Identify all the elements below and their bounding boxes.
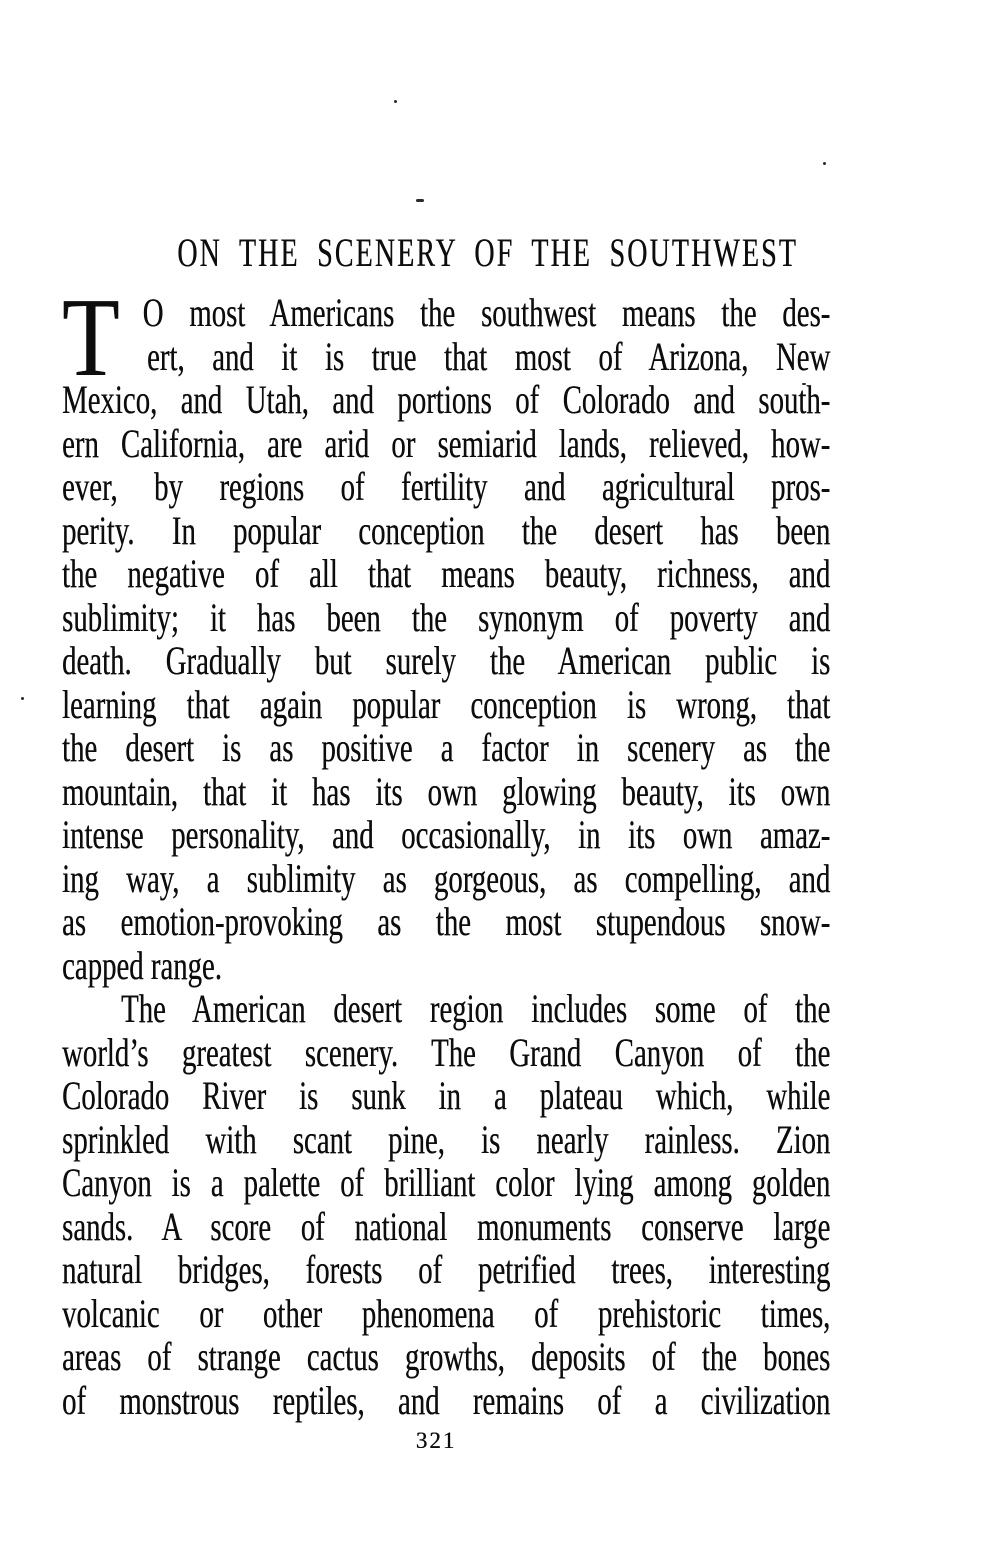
- chapter-title: ON THE SCENERY OF THE SOUTHWEST: [177, 230, 798, 275]
- paragraph-1-lines: [62, 276, 831, 988]
- text-line: Canyon is a palette of brilliant color lying among golden: [62, 1160, 831, 1205]
- text-line: death. Gradually but surely the American public is: [62, 638, 831, 683]
- text-line: the desert is as positive a factor in scenery as the: [62, 725, 831, 770]
- text-line: volcanic or other phenomena of prehistoric times,: [62, 1290, 831, 1336]
- text-line: ing way, a sublimity as gorgeous, as compelling, and: [62, 855, 831, 901]
- text-line: learning that again popular conception is wrong, that: [62, 681, 831, 727]
- scan-speck: [416, 199, 424, 202]
- text-line: The American desert region includes some of the: [121, 986, 831, 1031]
- paragraph-2: [62, 987, 830, 1422]
- scan-speck: [823, 162, 826, 165]
- scan-speck: [21, 697, 24, 700]
- text-line: O most Americans the southwest means the des-: [142, 290, 831, 335]
- text-line: natural bridges, forests of petrified trees, interesting: [62, 1247, 831, 1292]
- text-line: sublimity; it has been the synonym of poverty and: [62, 594, 831, 640]
- text-line: Colorado River is sunk in a plateau which, while: [62, 1073, 831, 1118]
- page-body: [62, 276, 831, 1423]
- page-number: 321: [415, 1428, 457, 1453]
- text-line: perity. In popular conception the desert has been: [62, 507, 831, 553]
- paragraph-2-lines: [62, 987, 830, 1422]
- text-line: the negative of all that means beauty, richness, and: [62, 551, 831, 596]
- text-line: areas of strange cactus growths, deposits of the bones: [62, 1334, 831, 1379]
- text-line: intense personality, and occasionally, in its own amaz-: [62, 812, 831, 857]
- text-line: capped range.: [62, 942, 222, 988]
- text-line: world’s greatest scenery. The Grand Canyon of the: [62, 1029, 831, 1075]
- text-line: mountain, that it has its own glowing beauty, its own: [62, 768, 831, 814]
- text-line: sprinkled with scant pine, is nearly rainless. Zion: [62, 1116, 831, 1162]
- scan-speck: [394, 100, 397, 103]
- drop-cap: T: [62, 276, 120, 400]
- text-line: of monstrous reptiles, and remains of a civilization: [62, 1377, 831, 1423]
- text-line: ert, and it is true that most of Arizona, New: [146, 333, 831, 379]
- text-line: Mexico, and Utah, and portions of Colorado and south-: [62, 377, 831, 422]
- text-line: sands. A score of national monuments conserve large: [62, 1203, 831, 1249]
- text-line: ever, by regions of fertility and agricultural pros-: [62, 464, 831, 509]
- paragraph-1: [62, 276, 831, 988]
- text-line: as emotion-provoking as the most stupendous snow-: [62, 899, 831, 944]
- text-line: ern California, are arid or semiarid lands, relieved, how-: [62, 420, 831, 466]
